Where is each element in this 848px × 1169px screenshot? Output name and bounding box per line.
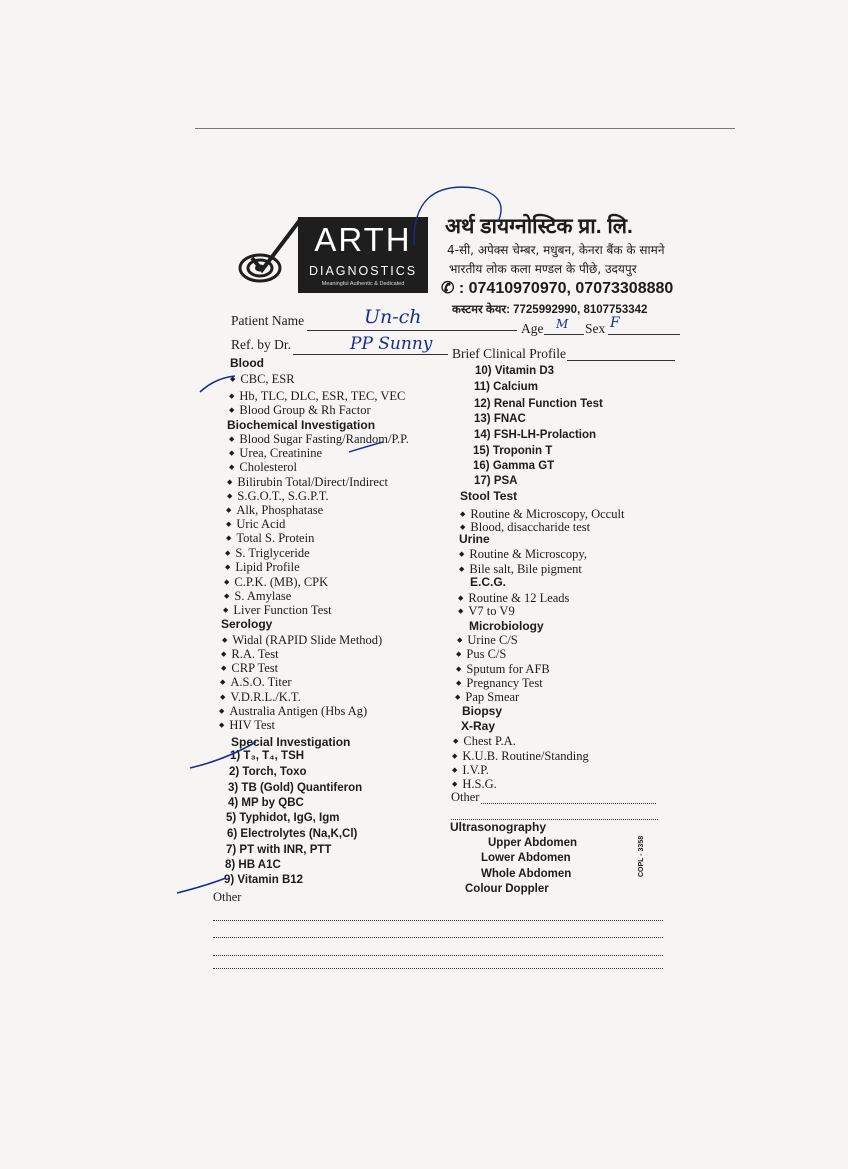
- usg-heading: Ultrasonography: [450, 820, 547, 834]
- ecg-heading: E.C.G.: [470, 575, 507, 589]
- sex-value[interactable]: F: [610, 315, 620, 331]
- patient-name-value[interactable]: Un-ch: [364, 306, 422, 328]
- list-item: Blood, disaccharide test: [470, 520, 591, 534]
- list-item-label: 17) PSA: [474, 475, 518, 487]
- list-item-label: S. Triglyceride: [235, 546, 310, 560]
- list-item-label: Lower Abdomen: [481, 852, 571, 864]
- sex-label: Sex: [585, 321, 606, 336]
- list-item-label: Total S. Protein: [236, 531, 315, 545]
- ref-doctor-value[interactable]: PP Sunny: [350, 334, 433, 354]
- logo-subtitle: DIAGNOSTICS: [308, 264, 418, 278]
- list-item: Routine & Microscopy, Occult: [470, 507, 625, 521]
- list-item-label: R.A. Test: [231, 647, 279, 661]
- list-item-label: Pap Smear: [465, 690, 520, 704]
- list-item-label: 5) Typhidot, IgG, Igm: [226, 812, 340, 824]
- address-line-2: भारतीय लोक कला मण्डल के पीछे, उदयपुर: [449, 262, 637, 276]
- list-item-label: Pregnancy Test: [466, 676, 543, 690]
- list-item-label: Whole Abdomen: [481, 868, 572, 880]
- serology-heading: Serology: [221, 617, 273, 631]
- list-item: CBC, ESR: [240, 372, 295, 386]
- list-item-label: 9) Vitamin B12: [224, 874, 304, 886]
- logo-tagline: Meaningful Authentic & Dedicated: [321, 281, 405, 287]
- stool-heading: Stool Test: [460, 489, 518, 503]
- pen-bracket-header: [414, 187, 501, 245]
- list-item-label: Colour Doppler: [465, 883, 549, 895]
- list-item-label: Alk, Phosphatase: [236, 503, 324, 517]
- list-item-label: 3) TB (Gold) Quantiferon: [228, 782, 363, 794]
- list-item-label: Pus C/S: [466, 647, 507, 661]
- pen-tick-b12: [177, 878, 226, 893]
- clinical-profile-label: Brief Clinical Profile: [452, 346, 566, 361]
- biochem-heading: Biochemical Investigation: [227, 418, 376, 432]
- list-item-label: Lipid Profile: [235, 560, 300, 574]
- list-item-label: C.P.K. (MB), CPK: [234, 575, 329, 589]
- urine-heading: Urine: [459, 532, 490, 546]
- list-item-label: Bilirubin Total/Direct/Indirect: [237, 475, 388, 489]
- list-item-label: H.S.G.: [462, 777, 497, 791]
- list-item-label: Liver Function Test: [233, 603, 332, 617]
- list-item: V7 to V9: [468, 604, 515, 618]
- list-item-label: Australia Antigen (Hbs Ag): [229, 704, 368, 718]
- left-other-label: Other: [213, 890, 242, 904]
- pen-tick-tsh: [190, 742, 256, 768]
- age-label: Age: [521, 321, 544, 336]
- list-item-label: 10) Vitamin D3: [475, 365, 555, 377]
- list-item-label: Upper Abdomen: [488, 837, 578, 849]
- list-item-label: A.S.O. Titer: [230, 675, 292, 689]
- list-item-label: 2) Torch, Toxo: [229, 766, 307, 778]
- list-item-label: V.D.R.L./K.T.: [230, 690, 301, 704]
- address-line-1: 4-सी, अपेक्स चेम्बर, मधुबन, केनरा बैंक के सामने: [447, 243, 665, 257]
- list-item: Routine & 12 Leads: [468, 591, 570, 605]
- list-item-label: Cholesterol: [239, 460, 298, 474]
- biopsy-heading: Biopsy: [462, 704, 503, 718]
- list-item-label: Urea, Creatinine: [239, 446, 322, 460]
- age-value[interactable]: M: [556, 317, 569, 331]
- logo-name: ARTH: [314, 221, 412, 258]
- xray-heading: X-Ray: [461, 719, 496, 733]
- ref-doctor-label: Ref. by Dr.: [231, 337, 291, 352]
- list-item-label: Urine C/S: [467, 633, 518, 647]
- list-item-label: 14) FSH-LH-Prolaction: [474, 429, 597, 441]
- customer-care: कस्टमर केयर: 7725992990, 8107753342: [452, 304, 648, 316]
- blood-heading: Blood: [230, 356, 264, 370]
- list-item-label: 15) Troponin T: [473, 445, 553, 457]
- list-item-label: S.G.O.T., S.G.P.T.: [237, 489, 329, 503]
- list-item-label: 4) MP by QBC: [228, 797, 304, 809]
- patient-name-label: Patient Name: [231, 313, 305, 328]
- list-item-label: 13) FNAC: [474, 413, 526, 425]
- list-item: Blood Group & Rh Factor: [239, 403, 371, 417]
- list-item-label: Sputum for AFB: [466, 662, 550, 676]
- list-item-label: 6) Electrolytes (Na,K,Cl): [227, 828, 358, 840]
- list-item-label: Widal (RAPID Slide Method): [232, 633, 383, 647]
- list-item-label: 8) HB A1C: [225, 859, 281, 871]
- list-item-label: I.V.P.: [462, 763, 489, 777]
- pen-tick-cbc: [200, 376, 235, 392]
- right-other-label: Other: [451, 790, 480, 804]
- phone-numbers: ✆ : 07410970970, 07073308880: [441, 280, 674, 297]
- list-item: Routine & Microscopy,: [469, 547, 587, 561]
- special-heading: Special Investigation: [231, 735, 351, 749]
- list-item-label: K.U.B. Routine/Standing: [462, 749, 589, 763]
- list-item-label: Chest P.A.: [463, 734, 516, 748]
- list-item-label: CRP Test: [231, 661, 279, 675]
- list-item: Hb, TLC, DLC, ESR, TEC, VEC: [239, 389, 406, 403]
- company-name: अर्थ डायग्नोस्टिक प्रा. लि.: [445, 215, 633, 238]
- list-item-label: 7) PT with INR, PTT: [226, 844, 332, 856]
- list-item: Bile salt, Bile pigment: [469, 562, 582, 576]
- list-item-label: Uric Acid: [236, 517, 286, 531]
- list-item-label: 1) T₃, T₄, TSH: [230, 750, 305, 762]
- pen-underline-random: [349, 442, 383, 452]
- list-item-label: 11) Calcium: [474, 381, 538, 393]
- list-item-label: S. Amylase: [234, 589, 292, 603]
- print-code: COPL - 3358: [638, 835, 645, 877]
- list-item-label: Blood Sugar Fasting/Random/P.P.: [239, 432, 409, 446]
- list-item-label: HIV Test: [229, 718, 275, 732]
- micro-heading: Microbiology: [469, 619, 544, 633]
- list-item-label: 12) Renal Function Test: [474, 398, 603, 410]
- list-item-label: 16) Gamma GT: [473, 460, 555, 472]
